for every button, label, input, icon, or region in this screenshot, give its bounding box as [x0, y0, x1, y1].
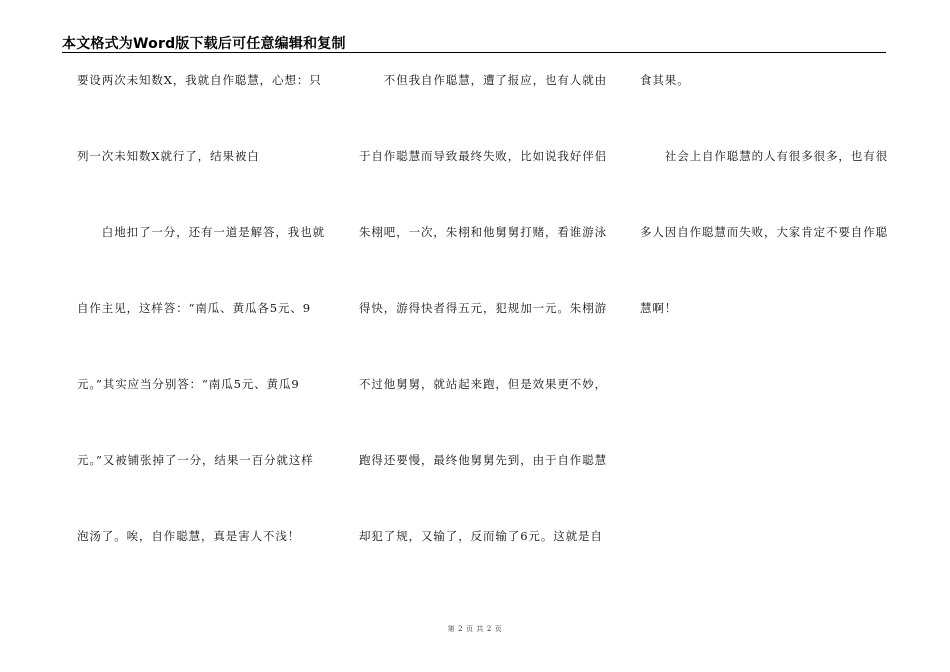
- page-number-footer: 第 2 页 共 2 页: [447, 625, 503, 633]
- text-line: 列一次未知数X就行了，结果被白: [77, 149, 260, 163]
- text-line: 元。”其实应当分别答：“南瓜5元、黄瓜9: [77, 377, 300, 391]
- text-line: 泡汤了。唉，自作聪慧，真是害人不浅！: [77, 529, 301, 543]
- text-line: 却犯了规，又输了，反而输了6元。这就是自: [359, 529, 603, 543]
- text-line: 社会上自作聪慧的人有很多很多，也有很: [640, 149, 888, 163]
- text-line: 跑得还要慢，最终他舅舅先到，由于自作聪慧: [359, 453, 607, 467]
- text-line: 朱栩吧，一次，朱栩和他舅舅打赌，看谁游泳: [359, 225, 607, 239]
- text-line: 得快，游得快者得五元，犯规加一元。朱栩游: [359, 301, 607, 315]
- text-line: 要设两次未知数X，我就自作聪慧，心想：只: [77, 73, 322, 87]
- text-line: 不过他舅舅，就站起来跑，但是效果更不妙，: [359, 377, 607, 391]
- document-header-title: 本文格式为Word版下载后可任意编辑和复制: [62, 36, 346, 52]
- header-divider: [62, 52, 886, 53]
- text-line: 不但我自作聪慧，遭了报应，也有人就由: [359, 73, 607, 87]
- text-line: 于自作聪慧而导致最终失败，比如说我好伴侣: [359, 149, 607, 163]
- text-line: 元。”又被铺张掉了一分，结果一百分就这样: [77, 453, 314, 467]
- text-line: 自作主见，这样答：“南瓜、黄瓜各5元、9: [77, 301, 312, 315]
- text-line: 食其果。: [640, 73, 690, 87]
- text-line: 慧啊！: [640, 301, 678, 315]
- text-line: 多人因自作聪慧而失败，大家肯定不要自作聪: [640, 225, 888, 239]
- text-line: 白地扣了一分，还有一道是解答，我也就: [77, 225, 325, 239]
